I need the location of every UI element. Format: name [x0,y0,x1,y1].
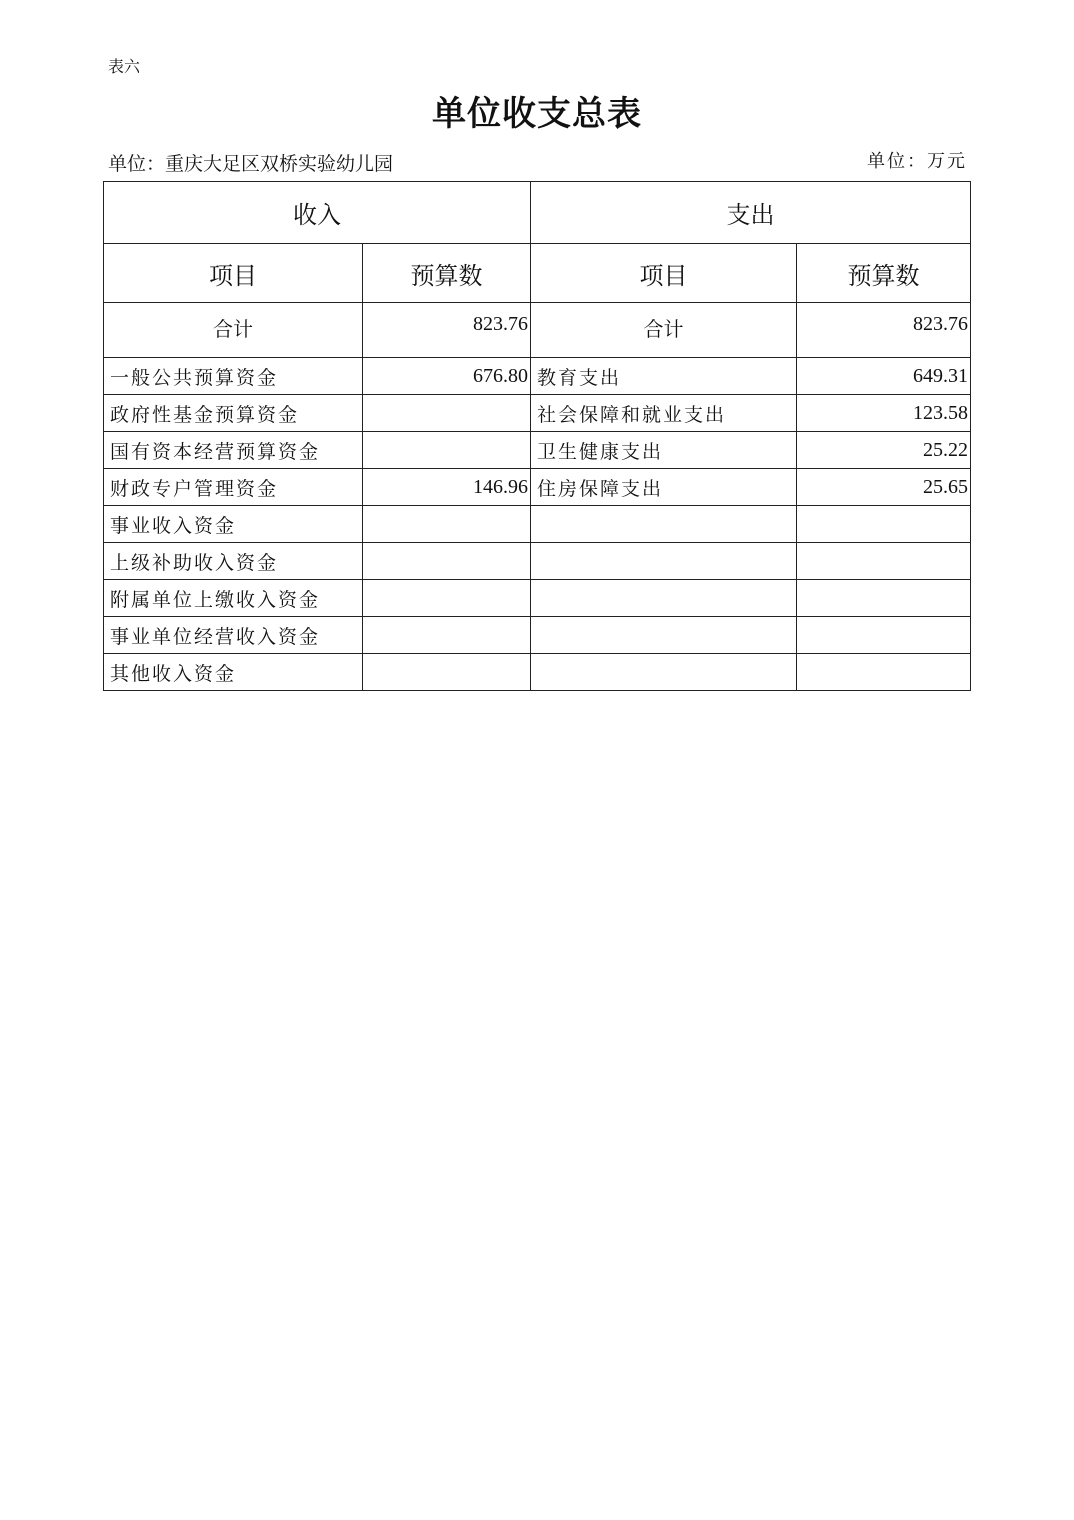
table-row [104,580,971,617]
unit-organization: 单位：重庆大足区双桥实验幼儿园 [108,153,394,175]
column-header-row [104,244,971,303]
expense-item [531,543,797,580]
expense-value: 25.22 [797,432,971,469]
income-value [363,654,531,691]
income-value [363,506,531,543]
income-total-value: 823.76 [363,303,531,358]
expense-value: 649.31 [797,358,971,395]
income-item-column-header: 项目 [104,244,363,303]
table-row [104,395,971,432]
income-item: 事业收入资金 [104,506,363,543]
total-row [104,303,971,358]
table-row [104,654,971,691]
income-item: 其他收入资金 [104,654,363,691]
page-title: 单位收支总表 [432,94,642,134]
income-header: 收入 [104,182,531,244]
income-value [363,580,531,617]
unit-currency: 单位：万元 [867,151,967,172]
income-expense-table [103,181,971,691]
expense-total-value: 823.76 [797,303,971,358]
table-row [104,358,971,395]
section-header-row [104,182,971,244]
income-value [363,617,531,654]
income-total-label: 合计 [104,303,363,358]
expense-item [531,506,797,543]
income-item: 财政专户管理资金 [104,469,363,506]
income-value [363,395,531,432]
expense-item [531,617,797,654]
expense-budget-column-header: 预算数 [797,244,971,303]
expense-value [797,654,971,691]
income-value [363,543,531,580]
expense-item: 卫生健康支出 [531,432,797,469]
income-item: 政府性基金预算资金 [104,395,363,432]
table-row [104,469,971,506]
expense-value: 123.58 [797,395,971,432]
income-item: 上级补助收入资金 [104,543,363,580]
income-value: 676.80 [363,358,531,395]
expense-item: 社会保障和就业支出 [531,395,797,432]
table-number: 表六 [108,57,141,76]
income-item: 国有资本经营预算资金 [104,432,363,469]
expense-value [797,580,971,617]
expense-item [531,580,797,617]
income-item: 事业单位经营收入资金 [104,617,363,654]
expense-value [797,617,971,654]
expense-item-column-header: 项目 [531,244,797,303]
expense-total-label: 合计 [531,303,797,358]
expense-value [797,506,971,543]
income-item: 一般公共预算资金 [104,358,363,395]
income-budget-column-header: 预算数 [363,244,531,303]
expense-value [797,543,971,580]
expense-value: 25.65 [797,469,971,506]
table-row [104,432,971,469]
expense-item [531,654,797,691]
expense-item: 住房保障支出 [531,469,797,506]
income-value: 146.96 [363,469,531,506]
table-row [104,543,971,580]
expense-header: 支出 [531,182,971,244]
expense-item: 教育支出 [531,358,797,395]
income-item: 附属单位上缴收入资金 [104,580,363,617]
income-value [363,432,531,469]
table-row [104,506,971,543]
table-row [104,617,971,654]
